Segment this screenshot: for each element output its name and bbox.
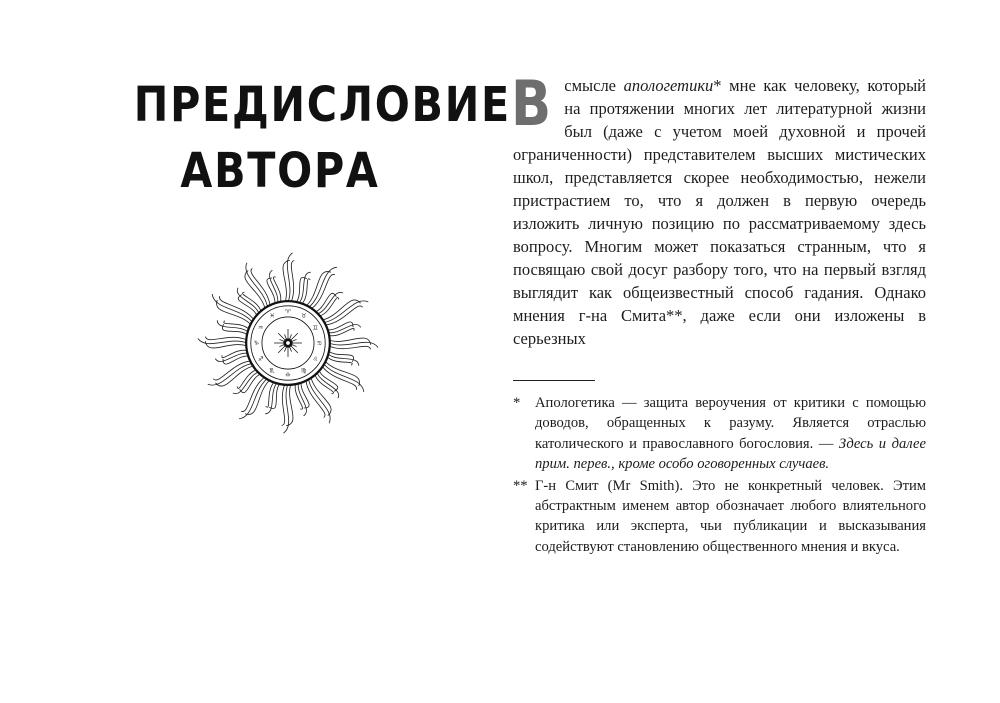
sun-ray — [325, 306, 363, 325]
zodiac-glyph-icon: ♌ — [312, 355, 319, 363]
sun-ray — [329, 342, 378, 347]
footnote-mark: * — [513, 395, 521, 411]
zodiac-glyph-icon: ♈ — [285, 308, 291, 316]
footnote-text — [535, 393, 926, 475]
footnote-italic-note: Здесь и далее прим. перев., кроме особо оговоренных случаев. — [535, 435, 926, 473]
footnote-body: Апологетика — защита вероучения от критики с помощью доводов, обращенных к разуму. Является отраслью католического и православного богословия. — — [535, 395, 926, 452]
footnote-body: Г-н Смит (Mr Smith). Это не конкретный человек. Этим абстрактным именем автор обозначает любого влиятельного критика или эксперта, чьи публикации и высказывания содействуют становлению общественного мнения и вкуса. — [535, 477, 926, 555]
sun-ray — [329, 346, 371, 350]
zodiac-glyph-icon: ♒ — [257, 324, 264, 332]
body-text-italic-term: апологетики — [623, 76, 714, 95]
footnotes — [513, 393, 926, 558]
sun-ray — [282, 384, 286, 426]
sun-ray — [306, 380, 325, 418]
zodiac-glyph-icon: ♊ — [312, 324, 319, 332]
body-text-segment-1: смысле — [564, 76, 624, 95]
chapter-title — [133, 72, 511, 204]
footnote-2 — [513, 476, 926, 558]
zodiac-glyph-icon: ♋ — [316, 340, 323, 348]
sun-ray — [215, 353, 248, 361]
footnote-mark: ** — [513, 477, 528, 494]
drop-cap: В — [511, 67, 552, 140]
zodiac-glyph-icon: ♑ — [253, 340, 260, 348]
zodiac-glyph-icon: ♎ — [285, 371, 291, 379]
sun-ray — [198, 339, 247, 344]
sun-ray — [269, 270, 277, 303]
footnote-text — [535, 476, 926, 558]
zodiac-glyph-icon: ♍ — [301, 367, 307, 375]
sun-ray — [317, 292, 343, 314]
sun-ray — [284, 384, 289, 433]
body-text-segment-3: * мне как человеку, который на протяжении многих лет литературной жизни был (даже с учетом моей духовной и прочей ограниченности) представителем высших мистических школ, представляется скорее необходимостью, нежели пристрастием то, что я должен в первую очередь изложить личную позицию по рассматриваемому здесь вопросу. Многим может показаться странным, что я посвящаю свой досуг разбору того, что на первый взгляд выглядит как общеизвестный способ гадания. Однако мнения г-на Смита**, даже если они изложены в серьезных — [513, 76, 926, 348]
sun-ray — [233, 372, 259, 394]
body-paragraph — [511, 67, 926, 350]
sun-ray — [251, 268, 270, 306]
zodiac-glyph-icon: ♓ — [269, 312, 275, 320]
footnote-1 — [513, 393, 926, 475]
footnote-separator — [513, 380, 595, 381]
sun-ray — [287, 253, 292, 302]
chapter-title-line-1: ПРЕДИСЛОВИЕ — [133, 77, 511, 133]
sun-ray — [328, 324, 361, 332]
sun-ray — [291, 261, 295, 303]
zodiac-glyph-icon: ♉ — [301, 312, 307, 320]
sun-ray — [317, 372, 339, 398]
sun-ray — [298, 383, 306, 416]
zodiac-glyph-icon: ♏ — [269, 367, 275, 375]
zodiac-glyph-icon: ♐ — [257, 355, 264, 363]
right-page — [500, 0, 1000, 703]
chapter-title-line-2: АВТОРА — [180, 143, 380, 199]
zodiac-sun-emblem-icon — [195, 250, 381, 436]
sun-ray — [237, 288, 259, 314]
sun-ray — [206, 337, 248, 341]
sun-ray — [213, 361, 251, 380]
